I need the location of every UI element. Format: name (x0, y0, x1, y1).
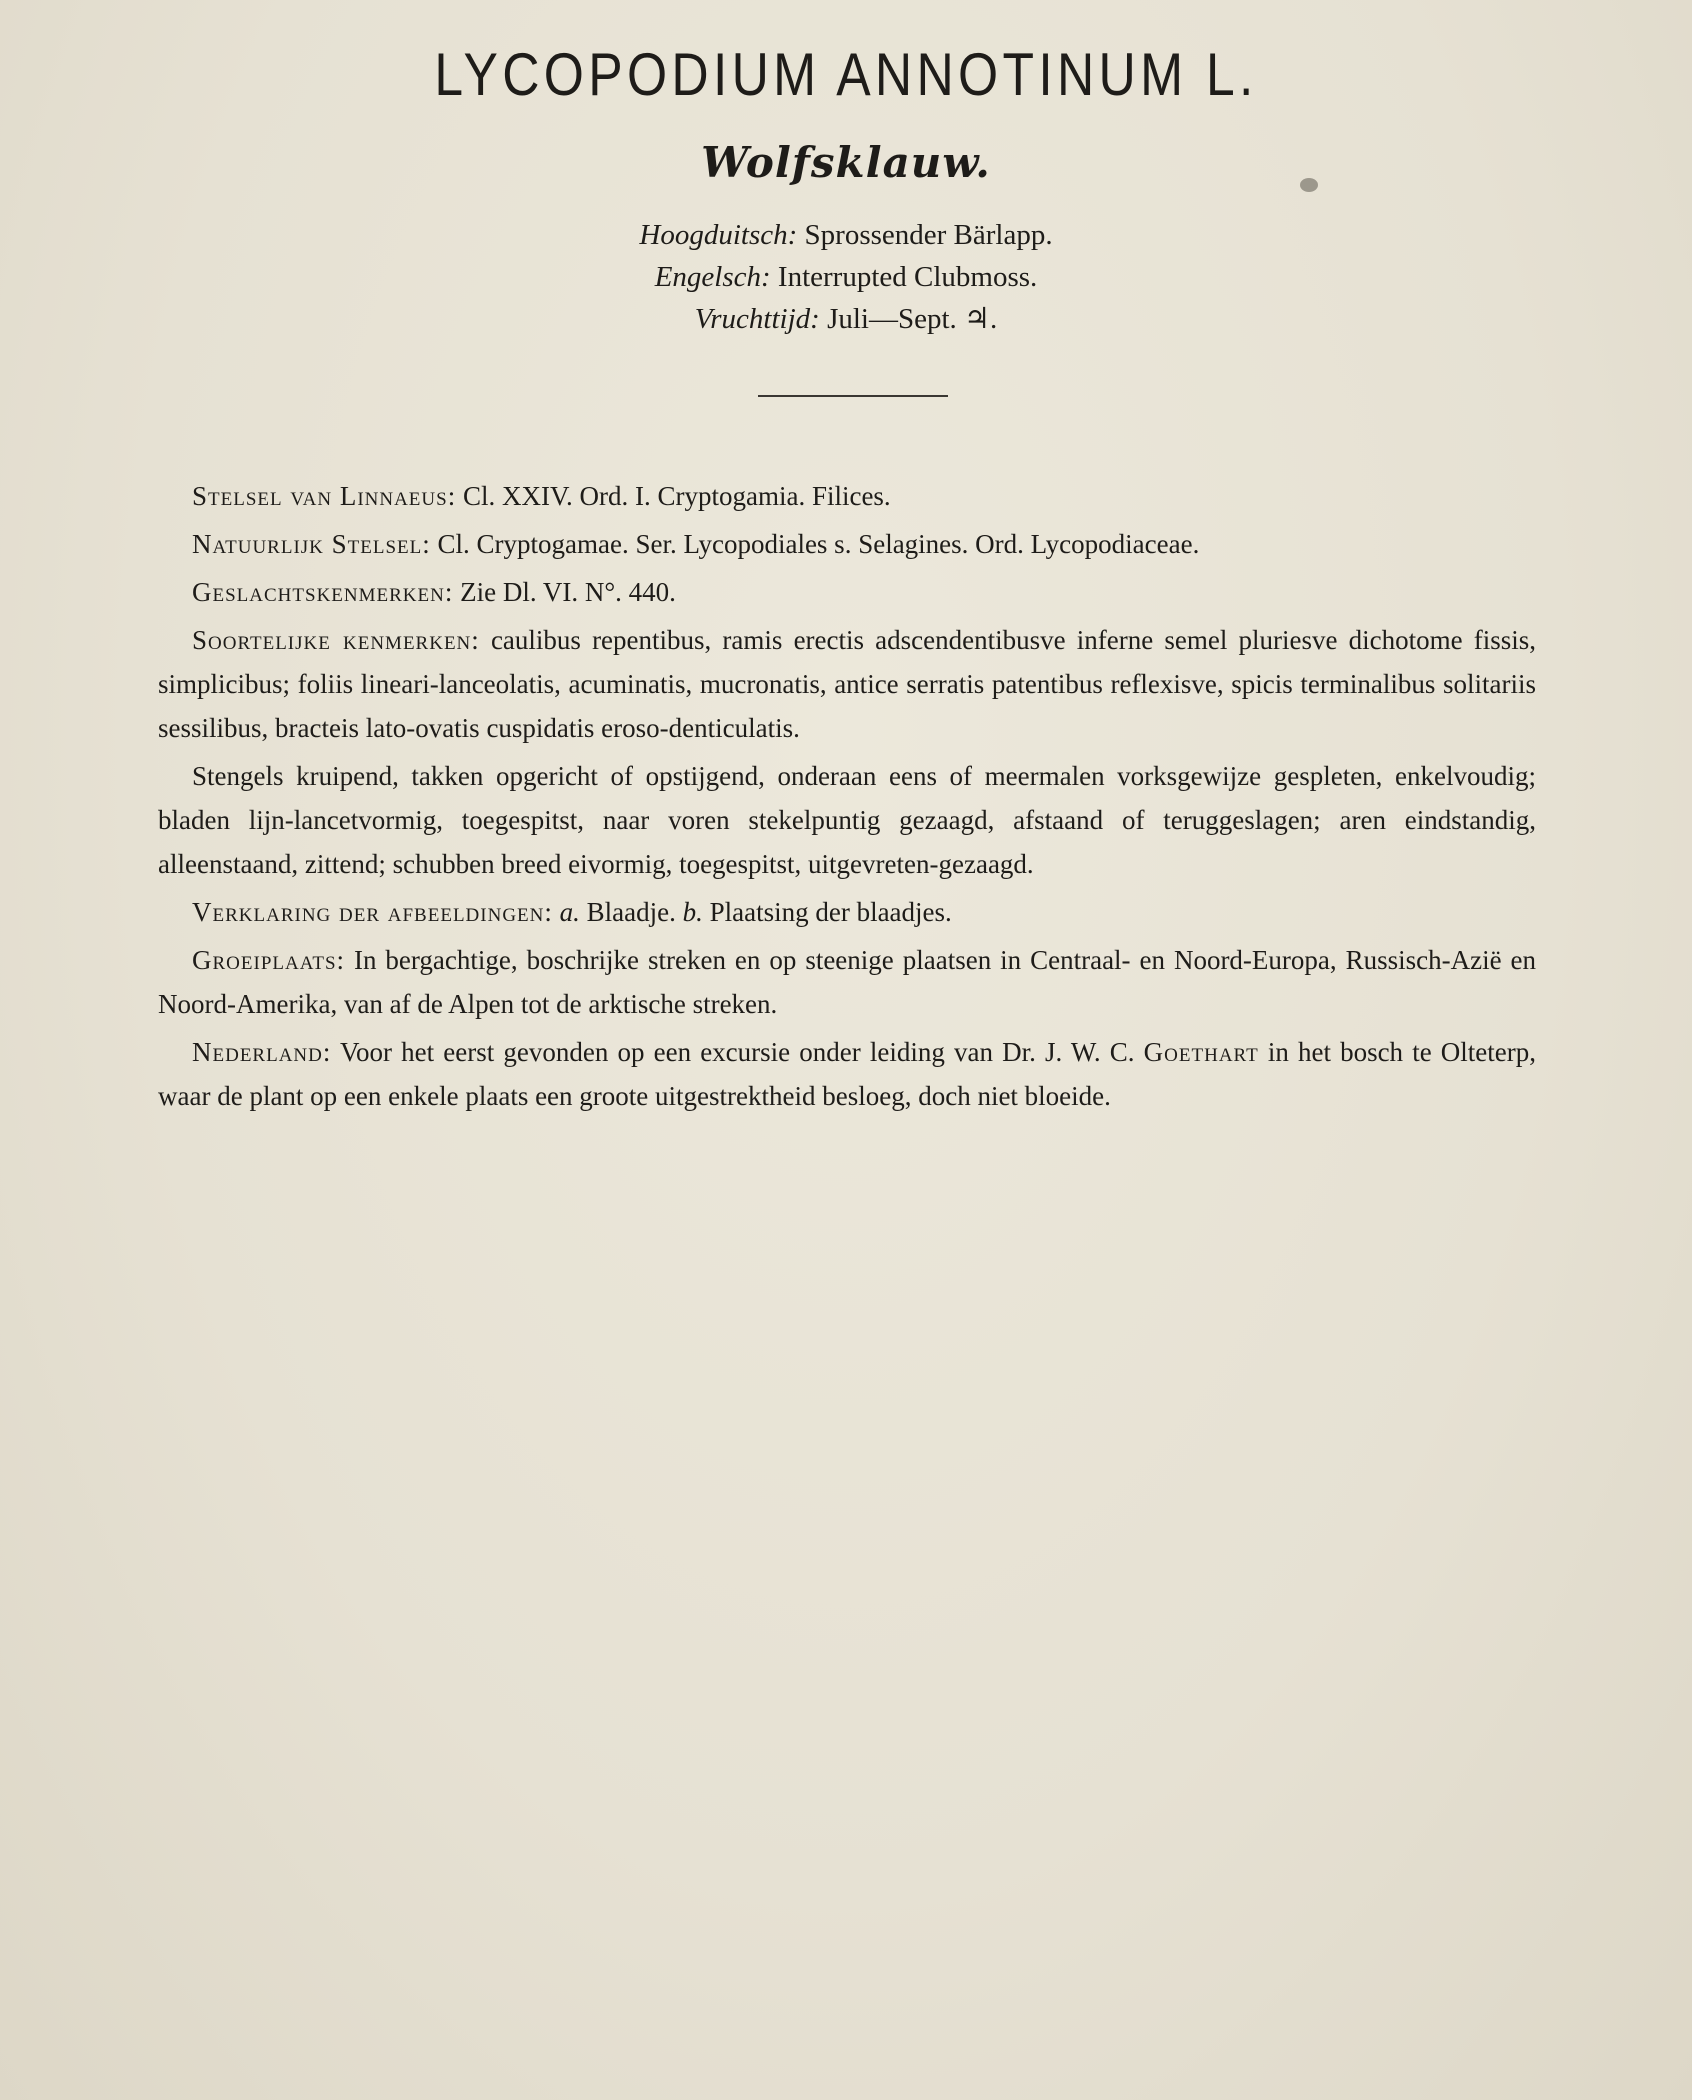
section-label: Soortelijke kenmerken: (192, 625, 480, 655)
name-value: Sprossender Bärlapp. (804, 219, 1053, 251)
section-habitat (158, 938, 1536, 1026)
name-line-german (0, 214, 1692, 256)
figure-letter-b: b. (682, 897, 703, 927)
section-netherlands (158, 1030, 1536, 1118)
section-label: Natuurlijk Stelsel: (192, 529, 431, 559)
figure-letter-a: a. (559, 897, 580, 927)
common-names (0, 214, 1692, 340)
name-label: Engelsch: (654, 261, 771, 293)
section-label: Groeiplaats: (192, 945, 346, 975)
section-label: Stelsel van Linnaeus: (192, 481, 457, 511)
section-text: Cl. XXIV. Ord. I. Cryptogamia. Filices. (462, 481, 891, 511)
name-value: Juli—Sept. ♃. (827, 303, 998, 335)
name-label: Vruchttijd: (694, 303, 820, 335)
description-body (158, 474, 1536, 1122)
section-text: Cl. Cryptogamae. Ser. Lycopodiales s. Selagines. Ord. Lycopodiaceae. (437, 529, 1200, 559)
divider (758, 395, 948, 397)
section-label: Nederland: (192, 1037, 332, 1067)
section-text: In bergachtige, boschrijke streken en op steenige plaatsen in Centraal- en Noord-Europa, Russisch-Azië en Noord-Amerika, van af de Alpen tot de arktische streken. (158, 945, 1537, 1019)
name-label: Hoogduitsch: (639, 219, 798, 251)
dutch-name: Wolfsklauw. (701, 138, 991, 187)
section-species-characters (158, 618, 1536, 750)
section-text: Voor het eerst gevonden op een excursie onder leiding van Dr. J. W. C. (340, 1037, 1135, 1067)
section-natural-system (158, 522, 1536, 566)
section-dutch-description (158, 754, 1536, 886)
page-title: LYCOPODIUM ANNOTINUM L. (434, 41, 1258, 108)
name-line-english (0, 256, 1692, 298)
section-text: caulibus repentibus, ramis erectis adscendentibusve inferne semel pluriesve dichotome fissis, simplicibus; foliis lineari-lanceolatis, acuminatis, mucronatis, antice serratis patentibus reflexisve, spicis terminalibus solitariis sessilibus, bracteis lato-ovatis cuspidatis eroso-denticulatis. (158, 625, 1536, 743)
figure-text-b: Plaatsing der blaadjes. (709, 897, 952, 927)
figure-text-a: Blaadje. (586, 897, 676, 927)
section-linnaeus (158, 474, 1536, 518)
name-value: Interrupted Clubmoss. (777, 261, 1038, 293)
ink-spot (1300, 178, 1318, 192)
section-text: in het bosch te Olteterp, waar de plant op een enkele plaats een groote uitgestrektheid besloeg, doch niet bloeide. (158, 1037, 1537, 1111)
section-figure-legend (158, 890, 1536, 934)
section-text: Stengels kruipend, takken opgericht of opstijgend, onderaan eens of meermalen vorksgewijze gespleten, enkelvoudig; bladen lijn-lancetvormig, toegespitst, naar voren stekelpuntig gezaagd, afstaand of teruggeslagen; aren eindstandig, alleenstaand, zittend; schubben breed eivormig, toegespitst, uitgevreten-gezaagd. (158, 761, 1536, 879)
section-label: Verklaring der afbeeldingen: (192, 897, 553, 927)
section-text: Zie Dl. VI. N°. 440. (460, 577, 676, 607)
name-line-fruiting (0, 298, 1692, 340)
section-label: Geslachtskenmerken: (192, 577, 454, 607)
section-genus-characters (158, 570, 1536, 614)
person-name: Goethart (1143, 1037, 1259, 1067)
